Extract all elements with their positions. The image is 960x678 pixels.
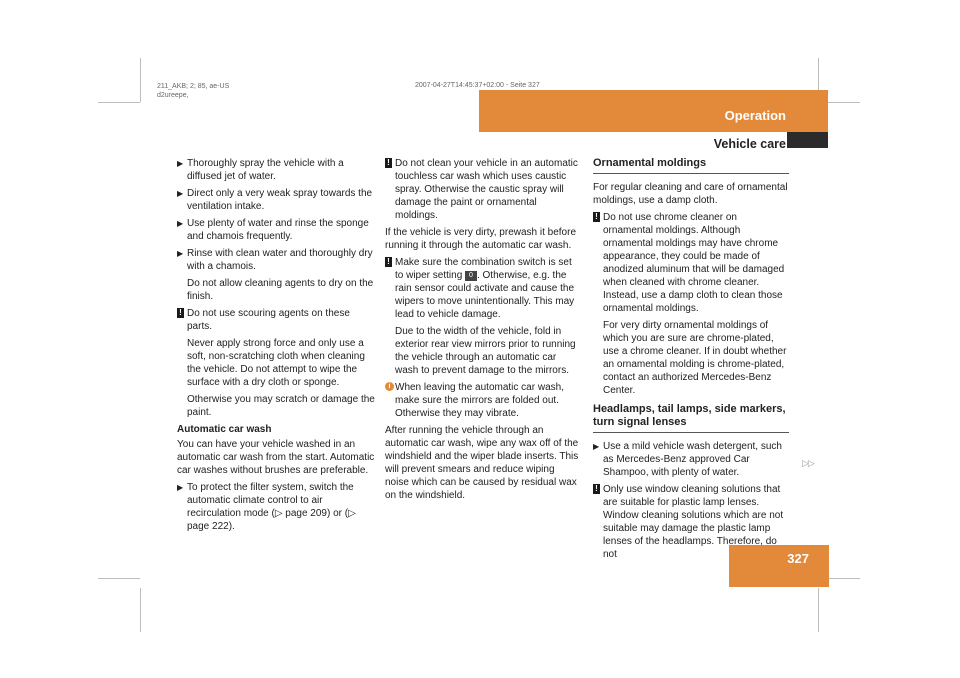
paragraph: After running the vehicle through an automatic car wash, wipe any wax off of the windshield and the wiper blade inserts. This will prevent smears and reduce wiping noise which can be caused by residual wax on the windshield.	[385, 425, 579, 501]
warning-note	[385, 157, 581, 222]
warning-icon: !	[385, 257, 392, 267]
info-icon: i	[385, 382, 394, 391]
note-text: Do not allow cleaning agents to dry on the finish.	[187, 278, 374, 302]
heading-ornamental-moldings: Ornamental moldings	[593, 157, 789, 174]
list-item	[177, 187, 375, 213]
paragraph: For regular cleaning and care of ornamental moldings, use a damp cloth.	[593, 182, 788, 206]
section-header-box	[479, 90, 828, 132]
crop-mark	[140, 58, 141, 102]
bullet-text: Use plenty of water and rinse the sponge and chamois frequently.	[187, 218, 369, 242]
list-item	[177, 217, 375, 243]
triangle-bullet-icon: ▶	[177, 189, 184, 198]
triangle-bullet-icon: ▶	[593, 442, 600, 451]
warning-note	[385, 256, 581, 321]
meta-line1: 211_AKB; 2; 85, ae-US	[157, 83, 230, 90]
warning-continuation: Otherwise you may scratch or damage the paint.	[187, 394, 375, 418]
crop-mark	[98, 102, 140, 103]
warning-icon: !	[593, 484, 600, 494]
warning-icon: !	[177, 308, 184, 318]
print-meta-timestamp: 2007-04-27T14:45:37+02:00 - Seite 327	[415, 82, 540, 89]
subsection-title: Vehicle care	[713, 137, 786, 151]
paragraph: You can have your vehicle washed in an automatic car wash from the start. Automatic car washes without brushes are preferable.	[177, 439, 375, 476]
bullet-text: Use a mild vehicle wash detergent, such as Mercedes-Benz approved Car Shampoo, with plenty of water.	[603, 441, 782, 478]
warning-text: Do not clean your vehicle in an automatic touchless car wash which uses caustic spray. Otherwise the caustic spray will damage the paint or ornamental moldings.	[395, 158, 578, 221]
column-2	[385, 157, 581, 506]
warning-note	[593, 211, 789, 315]
wiper-setting-symbol: 0	[465, 271, 477, 281]
crop-mark	[140, 588, 141, 632]
bullet-text: Rinse with clean water and thoroughly dry with a chamois.	[187, 248, 373, 272]
page-number: 327	[787, 551, 809, 566]
warning-note	[177, 307, 375, 333]
section-title: Operation	[724, 108, 786, 123]
subheading-automatic-car-wash: Automatic car wash	[177, 424, 272, 435]
warning-continuation: Due to the width of the vehicle, fold in exterior rear view mirrors prior to running the vehicle through an automatic car wash to prevent damage to the mirrors.	[395, 326, 576, 376]
column-1	[177, 157, 375, 537]
warning-icon: !	[385, 158, 392, 168]
crop-mark	[818, 588, 819, 632]
warning-continuation: For very dirty ornamental moldings of which you are sure are chrome-plated, use a chrome cleaner. If in doubt whether an ornamental molding is chrome-plated, contact an authorized Mercedes-Benz Center.	[603, 320, 787, 396]
warning-continuation: Never apply strong force and only use a soft, non-scratching cloth when cleaning the vehicle. Do not attempt to wipe the surface with a dry cloth or sponge.	[187, 338, 365, 388]
warning-note	[593, 483, 789, 561]
triangle-bullet-icon: ▶	[177, 249, 184, 258]
bullet-text: Direct only a very weak spray towards the ventilation intake.	[187, 188, 373, 212]
bullet-text: Thoroughly spray the vehicle with a diffused jet of water.	[187, 158, 344, 182]
heading-headlamps: Headlamps, tail lamps, side markers, turn signal lenses	[593, 403, 789, 433]
list-item	[177, 157, 375, 183]
header-tab-marker	[787, 132, 828, 148]
bullet-text: To protect the filter system, switch the automatic climate control to air recirculation mode (▷ page 209) or (▷ page 222).	[187, 482, 356, 532]
info-text: When leaving the automatic car wash, make sure the mirrors are folded out. Otherwise they may vibrate.	[395, 382, 564, 419]
paragraph: If the vehicle is very dirty, prewash it before running it through the automatic car wash.	[385, 227, 577, 251]
print-meta-left	[157, 82, 229, 100]
list-item	[177, 481, 375, 533]
continue-icon: ▷▷	[802, 458, 814, 468]
info-note	[385, 381, 581, 420]
meta-line2: d2ureepe,	[157, 92, 189, 99]
list-item	[177, 247, 375, 273]
warning-icon: !	[593, 212, 600, 222]
triangle-bullet-icon: ▶	[177, 483, 184, 492]
warning-text: Only use window cleaning solutions that are suitable for plastic lamp lenses. Window cleaning solutions which are not suitable may damage the plastic lamp lenses of the headlamps. Therefore, do not	[603, 484, 784, 560]
column-3	[593, 157, 789, 565]
triangle-bullet-icon: ▶	[177, 159, 184, 168]
list-item	[593, 440, 789, 479]
warning-text: Do not use chrome cleaner on ornamental moldings. Although ornamental moldings may have chrome appearance, they could be made of anodized aluminum that will be damaged when cleaned with chrome cleaner. Instead, use a damp cloth to clean those ornamental moldings.	[603, 212, 785, 314]
triangle-bullet-icon: ▶	[177, 219, 184, 228]
warning-text: Do not use scouring agents on these parts.	[187, 308, 350, 332]
warning-text-a: Make sure the combination switch is set to wiper setting	[395, 257, 572, 281]
crop-mark	[98, 578, 140, 579]
warning-text-b: . Otherwise, e.g. the rain sensor could activate and cause the wipers to move unintentionally. This may lead to vehicle damage.	[395, 270, 575, 320]
